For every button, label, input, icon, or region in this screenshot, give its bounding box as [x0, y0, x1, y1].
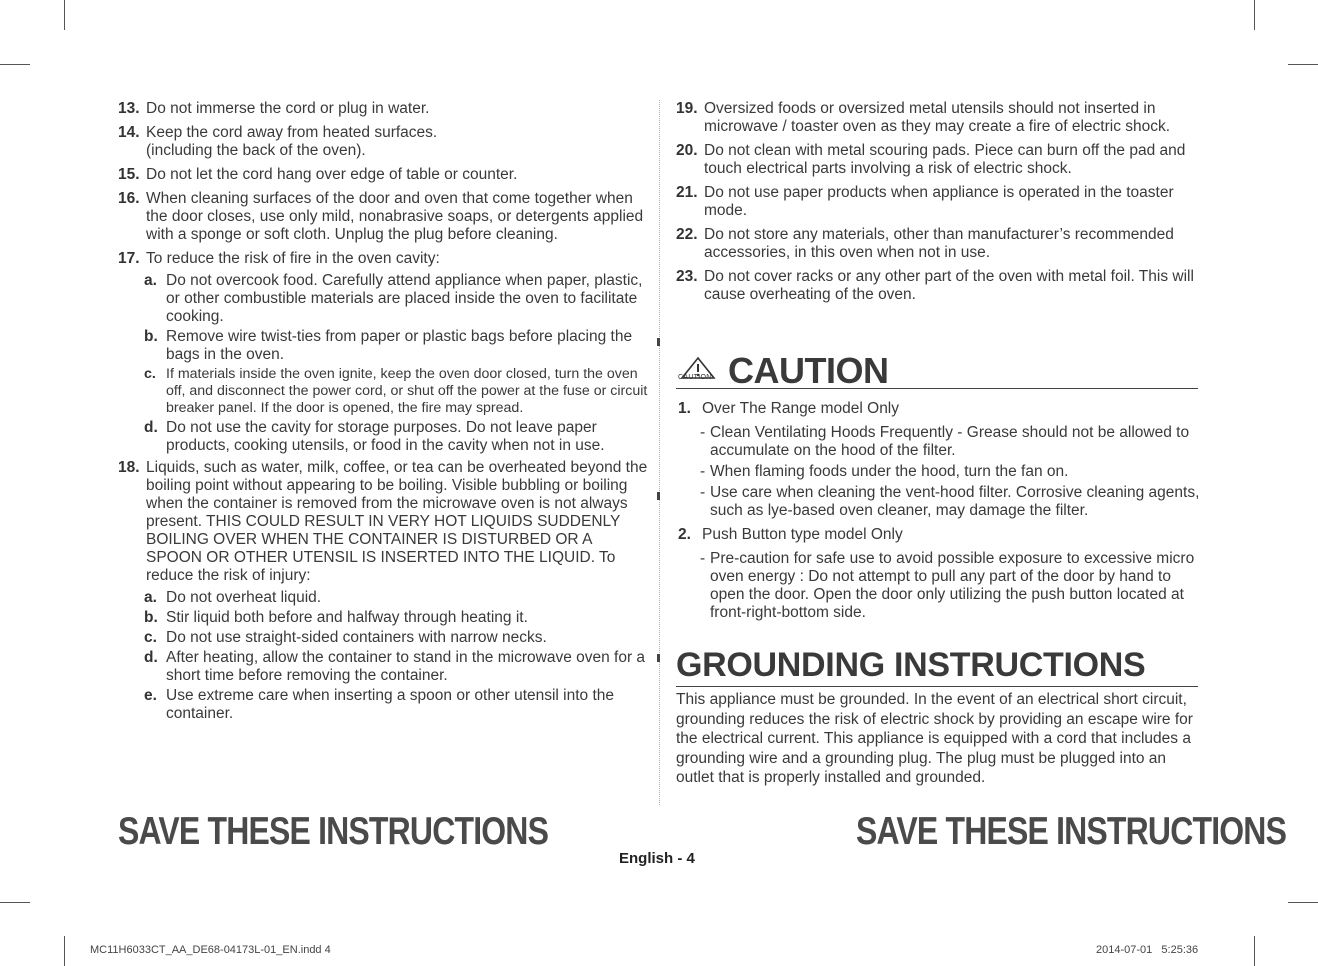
dash-item: - When flaming foods under the hood, turn the fan on. [700, 463, 1069, 480]
list-item: 1. Over The Range model Only [678, 400, 900, 417]
list-item: 14. Keep the cord away from heated surfaces. (including the back of the oven). [118, 124, 438, 159]
sub-item: b. Stir liquid both before and halfway through heating it. [144, 609, 528, 626]
file-slug: MC11H6033CT_AA_DE68-04173L-01_EN.indd 4 [90, 944, 331, 956]
crop-mark [0, 902, 30, 903]
sub-item: a. Do not overcook food. Carefully attend appliance when paper, plastic, or other combustible materials are placed inside the oven to facilitate cooking. [144, 272, 643, 325]
caution-icon-label: CAUTION [678, 374, 712, 381]
crop-mark [1288, 64, 1318, 65]
list-item: 16. When cleaning surfaces of the door and oven that come together when the door closes, use only mild, nonabrasive soaps, or detergents applied with a sponge or soft cloth. Unplug the plug before cleaning. [118, 190, 644, 243]
caution-title: CAUTION [728, 350, 889, 391]
list-item: 21. Do not use paper products when appliance is operated in the toaster mode. [676, 184, 1174, 219]
left-column [118, 100, 648, 725]
crop-mark [1254, 936, 1255, 966]
list-item: 13. Do not immerse the cord or plug in water. [118, 100, 430, 117]
save-instructions-left: SAVE THESE INSTRUCTIONS [118, 810, 549, 853]
crop-mark [0, 64, 30, 65]
column-divider [659, 100, 660, 805]
list-item: 20. Do not clean with metal scouring pads. Piece can burn off the pad and touch electrical parts involving a risk of electric shock. [676, 142, 1186, 177]
divider-marker [657, 654, 660, 662]
list-item: 23. Do not cover racks or any other part of the oven with metal foil. This will cause overheating of the oven. [676, 268, 1194, 303]
crop-mark [64, 936, 65, 966]
list-item: 2. Push Button type model Only [678, 526, 903, 543]
list-item: 22. Do not store any materials, other than manufacturer’s recommended accessories, in this oven when not in use. [676, 226, 1174, 261]
list-item: 18. Liquids, such as water, milk, coffee, or tea can be overheated beyond the boiling point without appearing to be boiling. Visible bubbling or boiling when the container is removed from the microwave oven is not always present. THIS COULD RESULT IN VERY HOT LIQUIDS SUDDENLY BOILING OVER WHEN THE CONTAINER IS DISTURBED OR A SPOON OR OTHER UTENSIL IS INSERTED INTO THE LIQUID. To reduce the risk of injury: [118, 459, 648, 584]
grounding-title: GROUNDING INSTRUCTIONS [676, 644, 1198, 687]
page-number: English - 4 [619, 850, 695, 867]
list-item: 17. To reduce the risk of fire in the oven cavity: [118, 250, 440, 267]
caution-list [676, 400, 1201, 625]
dash-item: - Use care when cleaning the vent-hood filter. Corrosive cleaning agents, such as lye-based oven cleaner, may damage the filter. [700, 484, 1200, 519]
sub-item: c. If materials inside the oven ignite, keep the oven door closed, turn the oven off, and disconnect the power cord, or shut off the power at the fuse or circuit breaker panel. If the door is opened, the fire may spread. [144, 366, 648, 416]
sub-item: b. Remove wire twist-ties from paper or plastic bags before placing the bags in the oven. [144, 328, 633, 363]
sub-item: d. After heating, allow the container to stand in the microwave oven for a short time before removing the container. [144, 649, 646, 684]
caution-heading [676, 352, 1198, 389]
date-slug: 2014-07-01 5:25:36 [1096, 944, 1199, 956]
crop-mark [1288, 902, 1318, 903]
sub-item: a. Do not overheat liquid. [144, 589, 322, 606]
dash-item: - Pre-caution for safe use to avoid possible exposure to excessive micro oven energy : Do not attempt to pull any part of the door by hand to open the door. Open the door only utilizing the push button located at front-right-bottom side. [700, 550, 1195, 621]
crop-mark [1254, 0, 1255, 30]
list-item: 19. Oversized foods or oversized metal utensils should not inserted in microwave / toaster oven as they may create a fire of electric shock. [676, 100, 1171, 135]
grounding-text: This appliance must be grounded. In the event of an electrical short circuit, grounding reduces the risk of electric shock by providing an escape wire for the electrical current. This appliance is equipped with a cord that includes a grounding wire and a grounding plug. The plug must be plugged into an outlet that is properly installed and grounded. [676, 691, 1193, 786]
right-column [676, 100, 1201, 310]
warning-triangle-icon [678, 356, 718, 388]
divider-marker [657, 338, 660, 346]
sub-item: d. Do not use the cavity for storage purposes. Do not leave paper products, cooking utensils, or food in the cavity when not in use. [144, 419, 605, 454]
save-instructions-right: SAVE THESE INSTRUCTIONS [856, 810, 1287, 853]
sub-item: c. Do not use straight-sided containers with narrow necks. [144, 629, 547, 646]
crop-mark [64, 0, 65, 30]
dash-item: - Clean Ventilating Hoods Frequently - Grease should not be allowed to accumulate on the hood of the filter. [700, 424, 1190, 459]
sub-item: e. Use extreme care when inserting a spoon or other utensil into the container. [144, 687, 615, 722]
list-item: 15. Do not let the cord hang over edge of table or counter. [118, 166, 518, 183]
divider-marker [657, 492, 660, 500]
